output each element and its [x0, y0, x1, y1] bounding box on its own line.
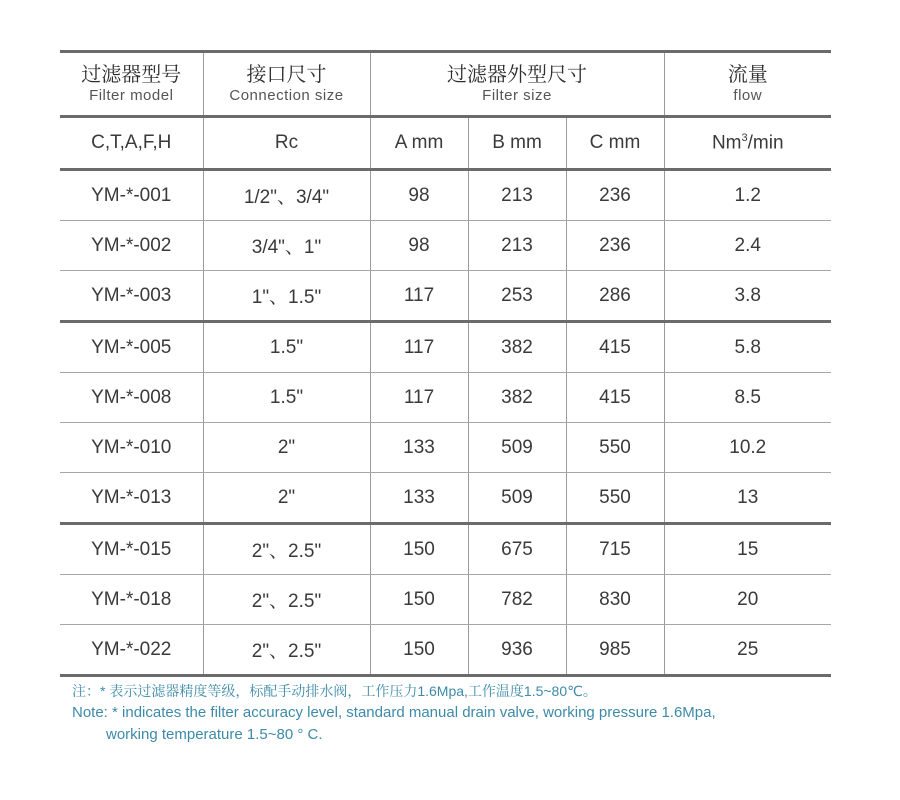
- cell-flow: 2.4: [664, 221, 831, 271]
- cell-flow: 20: [664, 575, 831, 625]
- cell-connection: 1.5": [203, 373, 370, 423]
- cell-b: 509: [468, 423, 566, 473]
- table-row: [60, 373, 831, 423]
- cell-a: 150: [370, 575, 468, 625]
- subheader-a: A mm: [370, 117, 468, 170]
- cell-model: YM-*-002: [60, 221, 203, 271]
- note-english-line1: Note: * indicates the filter accuracy level, standard manual drain valve, working pressure 1.6Mpa,: [72, 704, 716, 721]
- cell-c: 286: [566, 271, 664, 322]
- cell-flow: 8.5: [664, 373, 831, 423]
- cell-c: 830: [566, 575, 664, 625]
- cell-a: 98: [370, 221, 468, 271]
- cell-model: YM-*-008: [60, 373, 203, 423]
- cell-b: 382: [468, 373, 566, 423]
- cell-model: YM-*-013: [60, 473, 203, 524]
- cell-connection: 1.5": [203, 322, 370, 373]
- cell-b: 675: [468, 524, 566, 575]
- cell-model: YM-*-015: [60, 524, 203, 575]
- cell-b: 213: [468, 170, 566, 221]
- cell-c: 236: [566, 221, 664, 271]
- cell-flow: 10.2: [664, 423, 831, 473]
- cell-b: 782: [468, 575, 566, 625]
- cell-connection: 2"、2.5": [203, 524, 370, 575]
- cell-connection: 2": [203, 423, 370, 473]
- cell-b: 213: [468, 221, 566, 271]
- subheader-c: C mm: [566, 117, 664, 170]
- header-connection: 接口尺寸 Connection size: [203, 52, 370, 117]
- cell-a: 133: [370, 423, 468, 473]
- cell-a: 117: [370, 271, 468, 322]
- cell-connection: 1"、1.5": [203, 271, 370, 322]
- table-row: [60, 271, 831, 322]
- cell-b: 382: [468, 322, 566, 373]
- cell-a: 133: [370, 473, 468, 524]
- table-row: [60, 625, 831, 676]
- subheader-connection: Rc: [203, 117, 370, 170]
- note-english-line2: working temperature 1.5~80 ° C.: [106, 726, 323, 743]
- cell-flow: 25: [664, 625, 831, 676]
- cell-connection: 3/4"、1": [203, 221, 370, 271]
- cell-a: 150: [370, 524, 468, 575]
- cell-connection: 2": [203, 473, 370, 524]
- header-filter-size: 过滤器外型尺寸 Filter size: [370, 52, 664, 117]
- header-flow: 流量 flow: [664, 52, 831, 117]
- table-notes: [72, 680, 872, 746]
- table-subheader-row: [60, 117, 831, 170]
- cell-model: YM-*-010: [60, 423, 203, 473]
- cell-model: YM-*-005: [60, 322, 203, 373]
- cell-a: 117: [370, 373, 468, 423]
- table-row: [60, 575, 831, 625]
- cell-c: 236: [566, 170, 664, 221]
- cell-flow: 3.8: [664, 271, 831, 322]
- cell-c: 985: [566, 625, 664, 676]
- table-row: [60, 221, 831, 271]
- table-header-row: [60, 52, 831, 117]
- cell-c: 550: [566, 473, 664, 524]
- cell-model: YM-*-003: [60, 271, 203, 322]
- cell-c: 415: [566, 322, 664, 373]
- spec-sheet: [60, 50, 831, 677]
- cell-flow: 13: [664, 473, 831, 524]
- cell-model: YM-*-001: [60, 170, 203, 221]
- cell-b: 253: [468, 271, 566, 322]
- header-model: 过滤器型号 Filter model: [60, 52, 203, 117]
- cell-flow: 5.8: [664, 322, 831, 373]
- cell-model: YM-*-018: [60, 575, 203, 625]
- table-row: [60, 170, 831, 221]
- cell-flow: 15: [664, 524, 831, 575]
- table-row: [60, 524, 831, 575]
- cell-b: 936: [468, 625, 566, 676]
- subheader-model: C,T,A,F,H: [60, 117, 203, 170]
- table-row: [60, 322, 831, 373]
- cell-b: 509: [468, 473, 566, 524]
- cell-a: 98: [370, 170, 468, 221]
- cell-connection: 2"、2.5": [203, 575, 370, 625]
- cell-c: 550: [566, 423, 664, 473]
- cell-a: 150: [370, 625, 468, 676]
- cell-a: 117: [370, 322, 468, 373]
- cell-c: 715: [566, 524, 664, 575]
- filter-spec-table: [60, 50, 831, 677]
- cell-connection: 1/2"、3/4": [203, 170, 370, 221]
- cell-flow: 1.2: [664, 170, 831, 221]
- cell-model: YM-*-022: [60, 625, 203, 676]
- cell-c: 415: [566, 373, 664, 423]
- subheader-b: B mm: [468, 117, 566, 170]
- note-chinese: 注：* 表示过滤器精度等级，标配手动排水阀，工作压力1.6Mpa,工作温度1.5~80℃。: [72, 683, 597, 699]
- table-row: [60, 473, 831, 524]
- subheader-flow-unit: Nm$^3$/min: [664, 117, 831, 170]
- cell-connection: 2"、2.5": [203, 625, 370, 676]
- table-row: [60, 423, 831, 473]
